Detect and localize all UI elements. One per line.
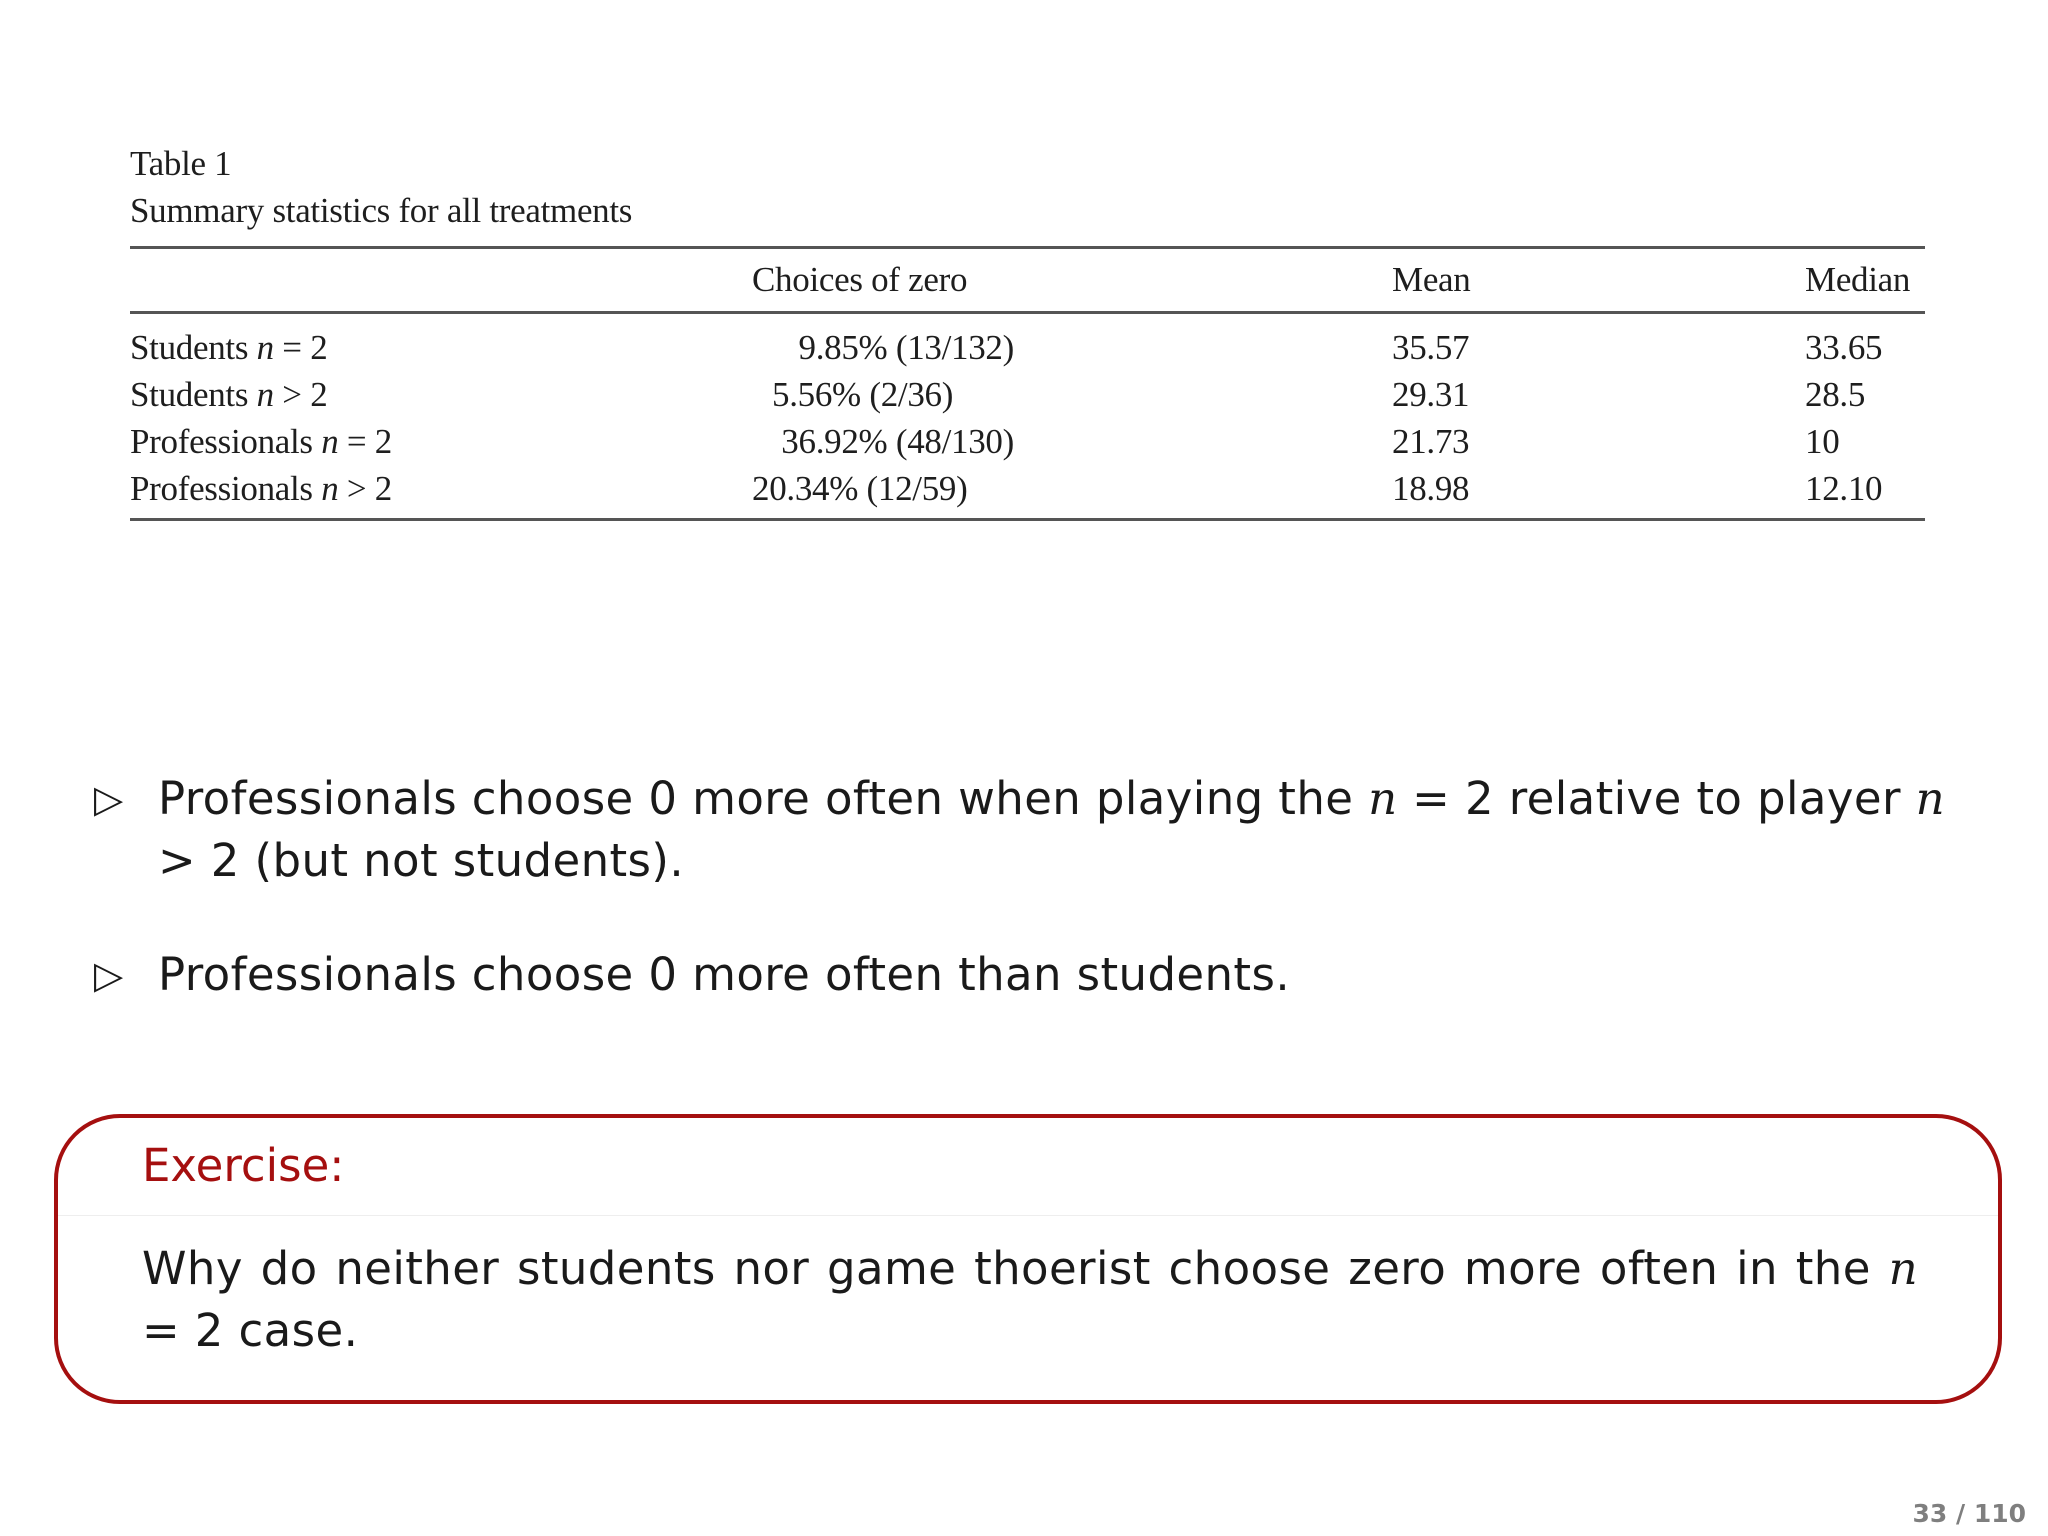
- row-label: [130, 418, 752, 465]
- row-group: Professionals: [130, 421, 313, 461]
- cell-choices: [752, 313, 1392, 372]
- cell-mean: 18.98: [1392, 465, 1805, 520]
- bullet-list: [94, 768, 1974, 1006]
- row-num: 2: [310, 374, 328, 414]
- table-row: [130, 465, 1925, 520]
- row-group: Professionals: [130, 468, 313, 508]
- math-var-n: n: [1888, 1242, 1918, 1295]
- row-rel: >: [346, 468, 367, 508]
- header-group: [130, 248, 752, 313]
- cell-mean: 35.57: [1392, 327, 1470, 367]
- table-row: [130, 313, 1925, 372]
- cell-median: 28.5: [1805, 374, 1866, 414]
- exercise-title: Exercise:: [58, 1118, 1998, 1216]
- choices-value: 5.56% (2/36): [772, 374, 954, 414]
- exercise-block: [54, 1114, 2002, 1404]
- table-header-row: [130, 248, 1925, 313]
- table-title: Summary statistics for all treatments: [130, 191, 633, 230]
- row-var: n: [256, 327, 274, 367]
- header-median: Median: [1805, 248, 1925, 313]
- row-var: n: [256, 374, 274, 414]
- header-choices-of-zero: Choices of zero: [752, 248, 1392, 313]
- bullet-item: [94, 768, 1974, 892]
- summary-table-figure: [130, 140, 1925, 521]
- bullet-text: Professionals choose 0 more often than students.: [158, 948, 1291, 1001]
- bullet-text: Professionals choose 0 more often when playing the: [158, 772, 1354, 825]
- row-var: n: [321, 421, 339, 461]
- math-var-n: n: [1915, 772, 1946, 825]
- header-mean: Mean: [1392, 248, 1805, 313]
- choices-value: 9.85% (13/132): [798, 327, 1014, 367]
- choices-value: 20.34% (12/59): [752, 468, 968, 508]
- cell-mean: 29.31: [1392, 374, 1470, 414]
- row-group: Students: [130, 374, 249, 414]
- row-num: 2: [374, 468, 392, 508]
- row-rel: =: [282, 327, 302, 367]
- row-label: [130, 371, 752, 418]
- bullet-item: [94, 944, 1974, 1006]
- cell-median: 12.10: [1805, 465, 1925, 520]
- bullet-text: > 2 (but not students).: [158, 834, 685, 887]
- row-num: 2: [310, 327, 328, 367]
- table-row: [130, 418, 1925, 465]
- triangle-bullet-icon: ▷: [94, 777, 124, 821]
- cell-choices: [752, 465, 1392, 520]
- summary-table: [130, 246, 1925, 521]
- cell-mean: 21.73: [1392, 421, 1470, 461]
- bullet-text: = 2 relative to player: [1412, 772, 1901, 825]
- table-label: Table 1: [130, 144, 232, 183]
- cell-choices: [752, 371, 1392, 418]
- row-rel: =: [346, 421, 367, 461]
- cell-choices: [752, 418, 1392, 465]
- page-number: 33 / 110: [1912, 1499, 2026, 1528]
- exercise-body: [58, 1216, 1998, 1362]
- row-label: [130, 313, 752, 372]
- exercise-text: Why do neither students nor game thoerist choose zero more often in the: [142, 1242, 1871, 1295]
- triangle-bullet-icon: ▷: [94, 953, 124, 997]
- cell-median: 33.65: [1805, 327, 1883, 367]
- exercise-text: = 2 case.: [142, 1304, 359, 1357]
- row-var: n: [321, 468, 339, 508]
- cell-median: 10: [1805, 421, 1840, 461]
- table-row: [130, 371, 1925, 418]
- row-label: [130, 465, 752, 520]
- choices-value: 36.92% (48/130): [781, 421, 1014, 461]
- row-num: 2: [374, 421, 392, 461]
- math-var-n: n: [1368, 772, 1398, 825]
- row-rel: >: [282, 374, 302, 414]
- row-group: Students: [130, 327, 249, 367]
